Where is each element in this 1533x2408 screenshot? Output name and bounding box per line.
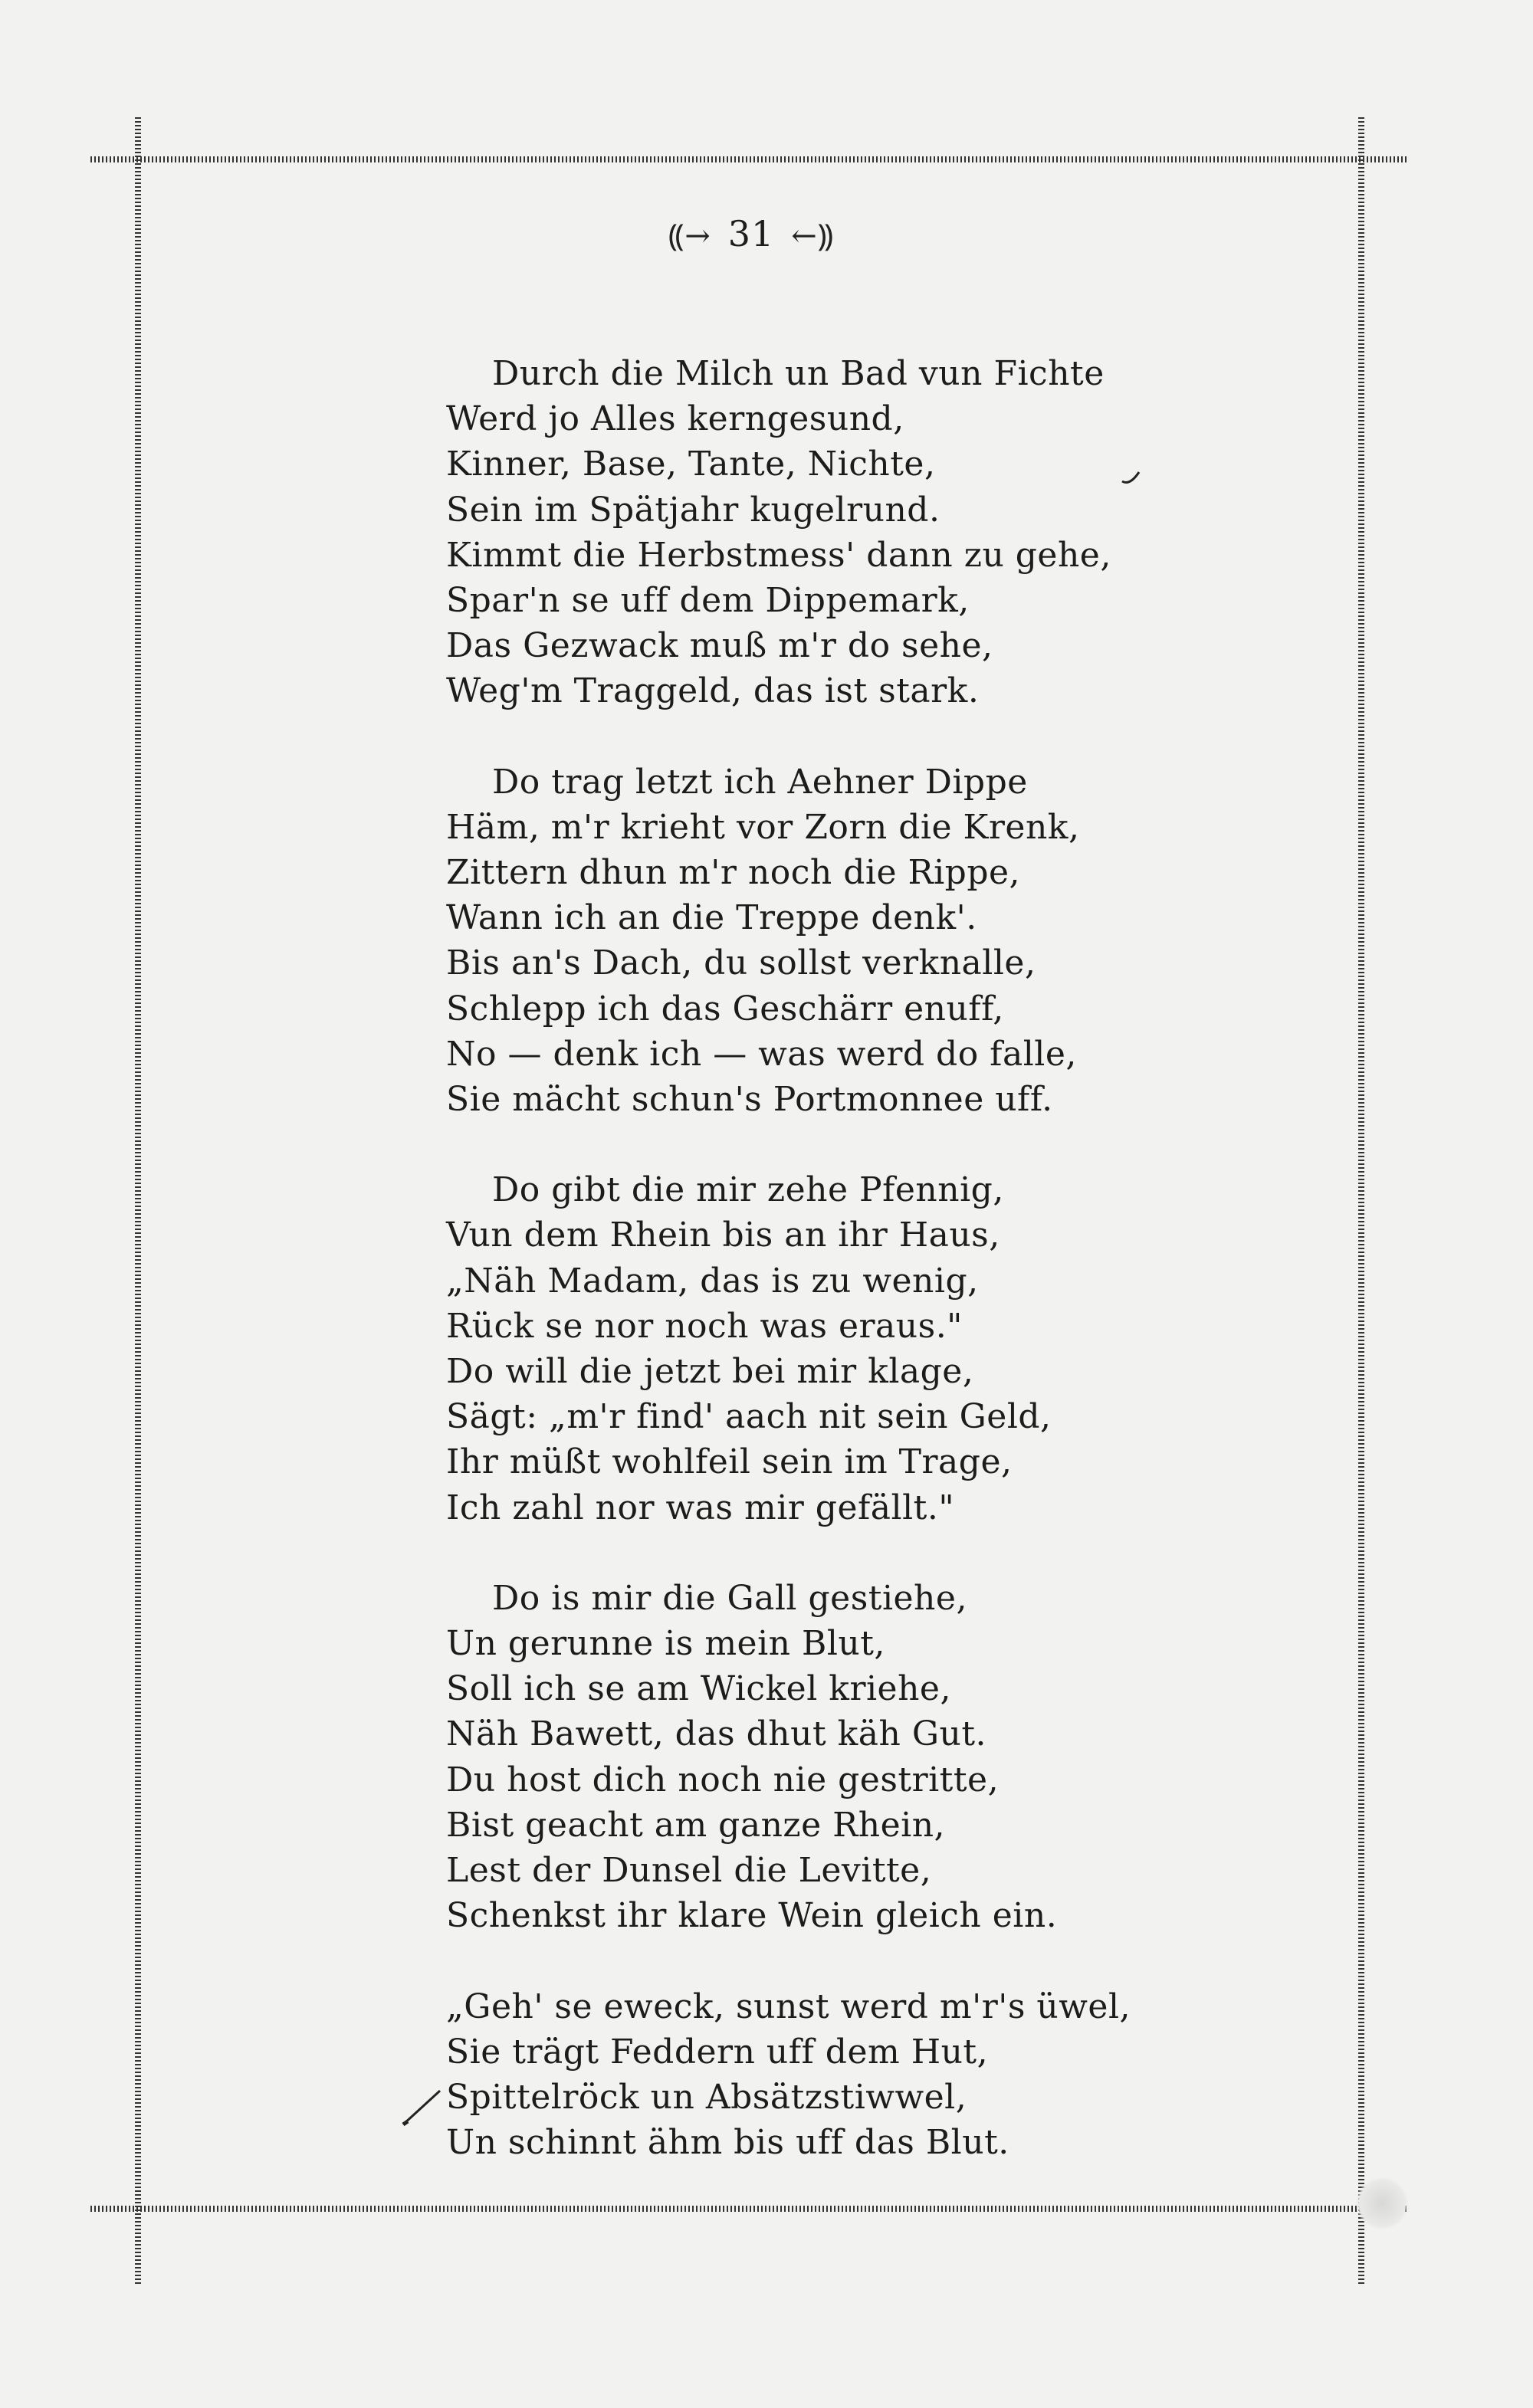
poem-line: Bis an's Dach, du sollst verknalle, <box>446 943 1036 983</box>
stanza-2 <box>446 759 1080 1123</box>
poem-line: Näh Bawett, das dhut käh Gut. <box>446 1714 987 1754</box>
poem-line: Du host dich noch nie gestritte, <box>446 1760 1000 1799</box>
paper-smudge <box>1355 2177 1409 2230</box>
poem-line: Spittelröck un Absätzstiwwel, <box>446 2077 967 2117</box>
poem-line: Ich zahl nor was mir gefällt." <box>446 1488 955 1527</box>
right-ornament: ←⸩ <box>791 218 835 254</box>
poem-line: Schlepp ich das Geschärr enuff, <box>446 989 1004 1028</box>
poem-line: Das Gezwack muß m'r do sehe, <box>446 626 993 666</box>
stanza-4 <box>446 1576 1075 1939</box>
poem-line: Un schinnt ähm bis uff das Blut. <box>446 2123 1009 2163</box>
stanza-3 <box>446 1167 1075 1530</box>
poem-line: Do gibt die mir zehe Pfennig, <box>492 1170 1004 1210</box>
poem-line: Soll ich se am Wickel kriehe, <box>446 1669 951 1709</box>
poem-line: Zittern dhun m'r noch die Rippe, <box>446 853 1021 893</box>
stanza-1 <box>446 351 1111 714</box>
page-number-header <box>0 213 1502 255</box>
right-border-rule <box>1358 115 1364 2284</box>
poem-line: Do trag letzt ich Aehner Dippe <box>492 762 1028 802</box>
poem-line: Ihr müßt wohlfeil sein im Trage, <box>446 1442 1013 1482</box>
poem-line: Sie trägt Feddern uff dem Hut, <box>446 2032 989 2072</box>
poem-line: Werd jo Alles kerngesund, <box>446 399 904 439</box>
poem-line: Sägt: „m'r find' aach nit sein Geld, <box>446 1397 1052 1437</box>
poem-line: Weg'm Traggeld, das ist stark. <box>446 671 980 711</box>
poem-line: Spar'n se uff dem Dippemark, <box>446 581 970 621</box>
poem-line: Bist geacht am ganze Rhein, <box>446 1805 946 1845</box>
pencil-mark-icon <box>1119 460 1150 490</box>
poem-line: „Geh' se eweck, sunst werd m'r's üwel, <box>446 1986 1131 2026</box>
poem-line: Sie mächt schun's Portmonnee uff. <box>446 1080 1053 1120</box>
poem-line: „Näh Madam, das is zu wenig, <box>446 1261 979 1301</box>
poem-line: Kimmt die Herbstmess' dann zu gehe, <box>446 535 1111 575</box>
poem-line: Schenkst ihr klare Wein gleich ein. <box>446 1896 1058 1936</box>
left-ornament: ⸨→ <box>668 218 711 254</box>
poem-line: Un gerunne is mein Blut, <box>446 1624 885 1664</box>
poem-line: Häm, m'r krieht vor Zorn die Krenk, <box>446 807 1080 847</box>
poem-line: Kinner, Base, Tante, Nichte, <box>446 445 936 484</box>
poem-line: Do will die jetzt bei mir klage, <box>446 1352 974 1392</box>
poem-line: Wann ich an die Treppe denk'. <box>446 898 977 938</box>
page-number: 31 <box>727 213 775 254</box>
poem-line: Sein im Spätjahr kugelrund. <box>446 490 940 530</box>
left-border-rule <box>135 115 141 2284</box>
top-border-rule <box>90 156 1409 162</box>
poem-text <box>446 351 1131 2210</box>
poem-line: Lest der Dunsel die Levitte, <box>446 1851 932 1891</box>
stanza-5 <box>446 1984 1131 2166</box>
pencil-tick-icon <box>399 2085 445 2131</box>
poem-line: No — denk ich — was werd do falle, <box>446 1034 1077 1074</box>
poem-line: Durch die Milch un Bad vun Fichte <box>492 354 1105 393</box>
poem-line: Rück se nor noch was eraus." <box>446 1306 963 1346</box>
poem-line: Do is mir die Gall gestiehe, <box>492 1578 967 1618</box>
poem-line: Vun dem Rhein bis an ihr Haus, <box>446 1215 1000 1255</box>
